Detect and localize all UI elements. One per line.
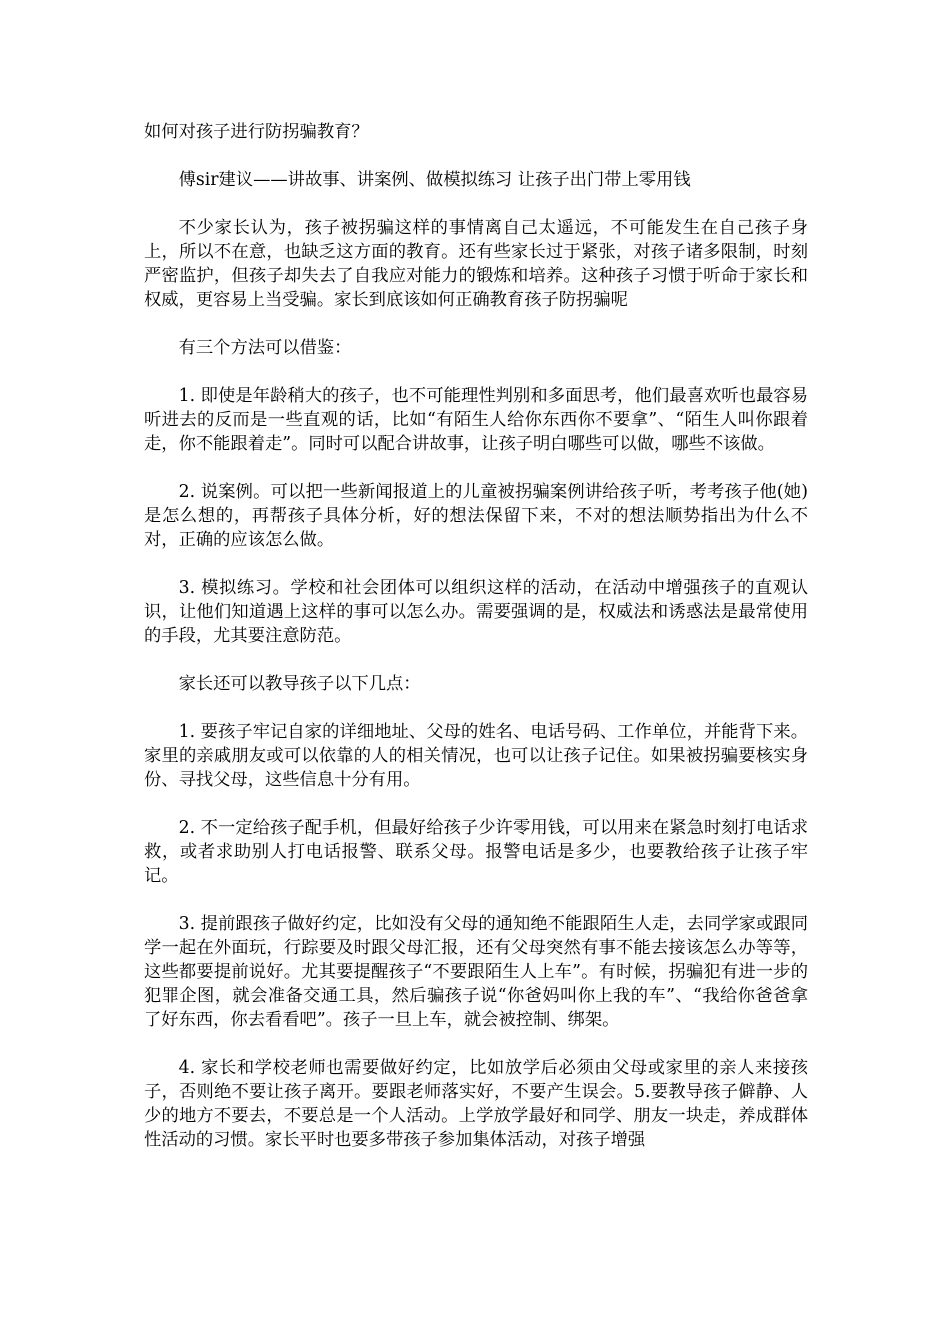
method-3-paragraph: 3. 模拟练习。学校和社会团体可以组织这样的活动，在活动中增强孩子的直观认识，让他们知道遇上这样的事可以怎么办。需要强调的是，权威法和诱惑法是最常使用的手段，尤其要注意防范。 <box>144 578 808 646</box>
tip-2-paragraph: 2. 不一定给孩子配手机，但最好给孩子少许零用钱，可以用来在紧急时刻打电话求救，或者求助别人打电话报警、联系父母。报警电话是多少，也要教给孩子让孩子牢记。 <box>144 818 808 886</box>
subtitle-paragraph: 傅sir建议——讲故事、讲案例、做模拟练习 让孩子出门带上零用钱 <box>178 170 691 190</box>
tips-heading-paragraph: 家长还可以教导孩子以下几点： <box>178 674 421 694</box>
document-page <box>144 120 808 1176</box>
tip-4-paragraph: 4. 家长和学校老师也需要做好约定，比如放学后必须由父母或家里的亲人来接孩子，否则绝不要让孩子离开。要跟老师落实好，不要产生误会。5.要教导孩子僻静、人少的地方不要去，不要总是一个人活动。上学放学最好和同学、朋友一块走，养成群体性活动的习惯。家长平时也要多带孩子参加集体活动，对孩子增强 <box>144 1058 808 1150</box>
methods-heading-paragraph: 有三个方法可以借鉴： <box>178 338 352 358</box>
intro-paragraph: 不少家长认为，孩子被拐骗这样的事情离自己太遥远，不可能发生在自己孩子身上，所以不在意，也缺乏这方面的教育。还有些家长过于紧张，对孩子诸多限制，时刻严密监护，但孩子却失去了自我应对能力的锻炼和培养。这种孩子习惯于听命于家长和权威，更容易上当受骗。家长到底该如何正确教育孩子防拐骗呢 <box>144 218 808 310</box>
document-title: 如何对孩子进行防拐骗教育？ <box>144 122 369 142</box>
tip-3-paragraph: 3. 提前跟孩子做好约定，比如没有父母的通知绝不能跟陌生人走，去同学家或跟同学一起在外面玩，行踪要及时跟父母汇报，还有父母突然有事不能去接该怎么办等等，这些都要提前说好。尤其要提醒孩子“不要跟陌生人上车”。有时候，拐骗犯有进一步的犯罪企图，就会准备交通工具，然后骗孩子说“你爸妈叫你上我的车”、“我给你爸爸拿了好东西，你去看看吧”。孩子一旦上车，就会被控制、绑架。 <box>144 914 808 1030</box>
tip-1-paragraph: 1. 要孩子牢记自家的详细地址、父母的姓名、电话号码、工作单位，并能背下来。家里的亲戚朋友或可以依靠的人的相关情况，也可以让孩子记住。如果被拐骗要核实身份、寻找父母，这些信息十分有用。 <box>144 722 808 790</box>
method-1-paragraph: 1. 即使是年龄稍大的孩子，也不可能理性判别和多面思考，他们最喜欢听也最容易听进去的反而是一些直观的话，比如“有陌生人给你东西你不要拿”、“陌生人叫你跟着走，你不能跟着走”。同时可以配合讲故事，让孩子明白哪些可以做，哪些不该做。 <box>144 386 808 454</box>
method-2-paragraph: 2. 说案例。可以把一些新闻报道上的儿童被拐骗案例讲给孩子听，考考孩子他(她)是怎么想的，再帮孩子具体分析，好的想法保留下来，不对的想法顺势指出为什么不对，正确的应该怎么做。 <box>144 482 808 550</box>
